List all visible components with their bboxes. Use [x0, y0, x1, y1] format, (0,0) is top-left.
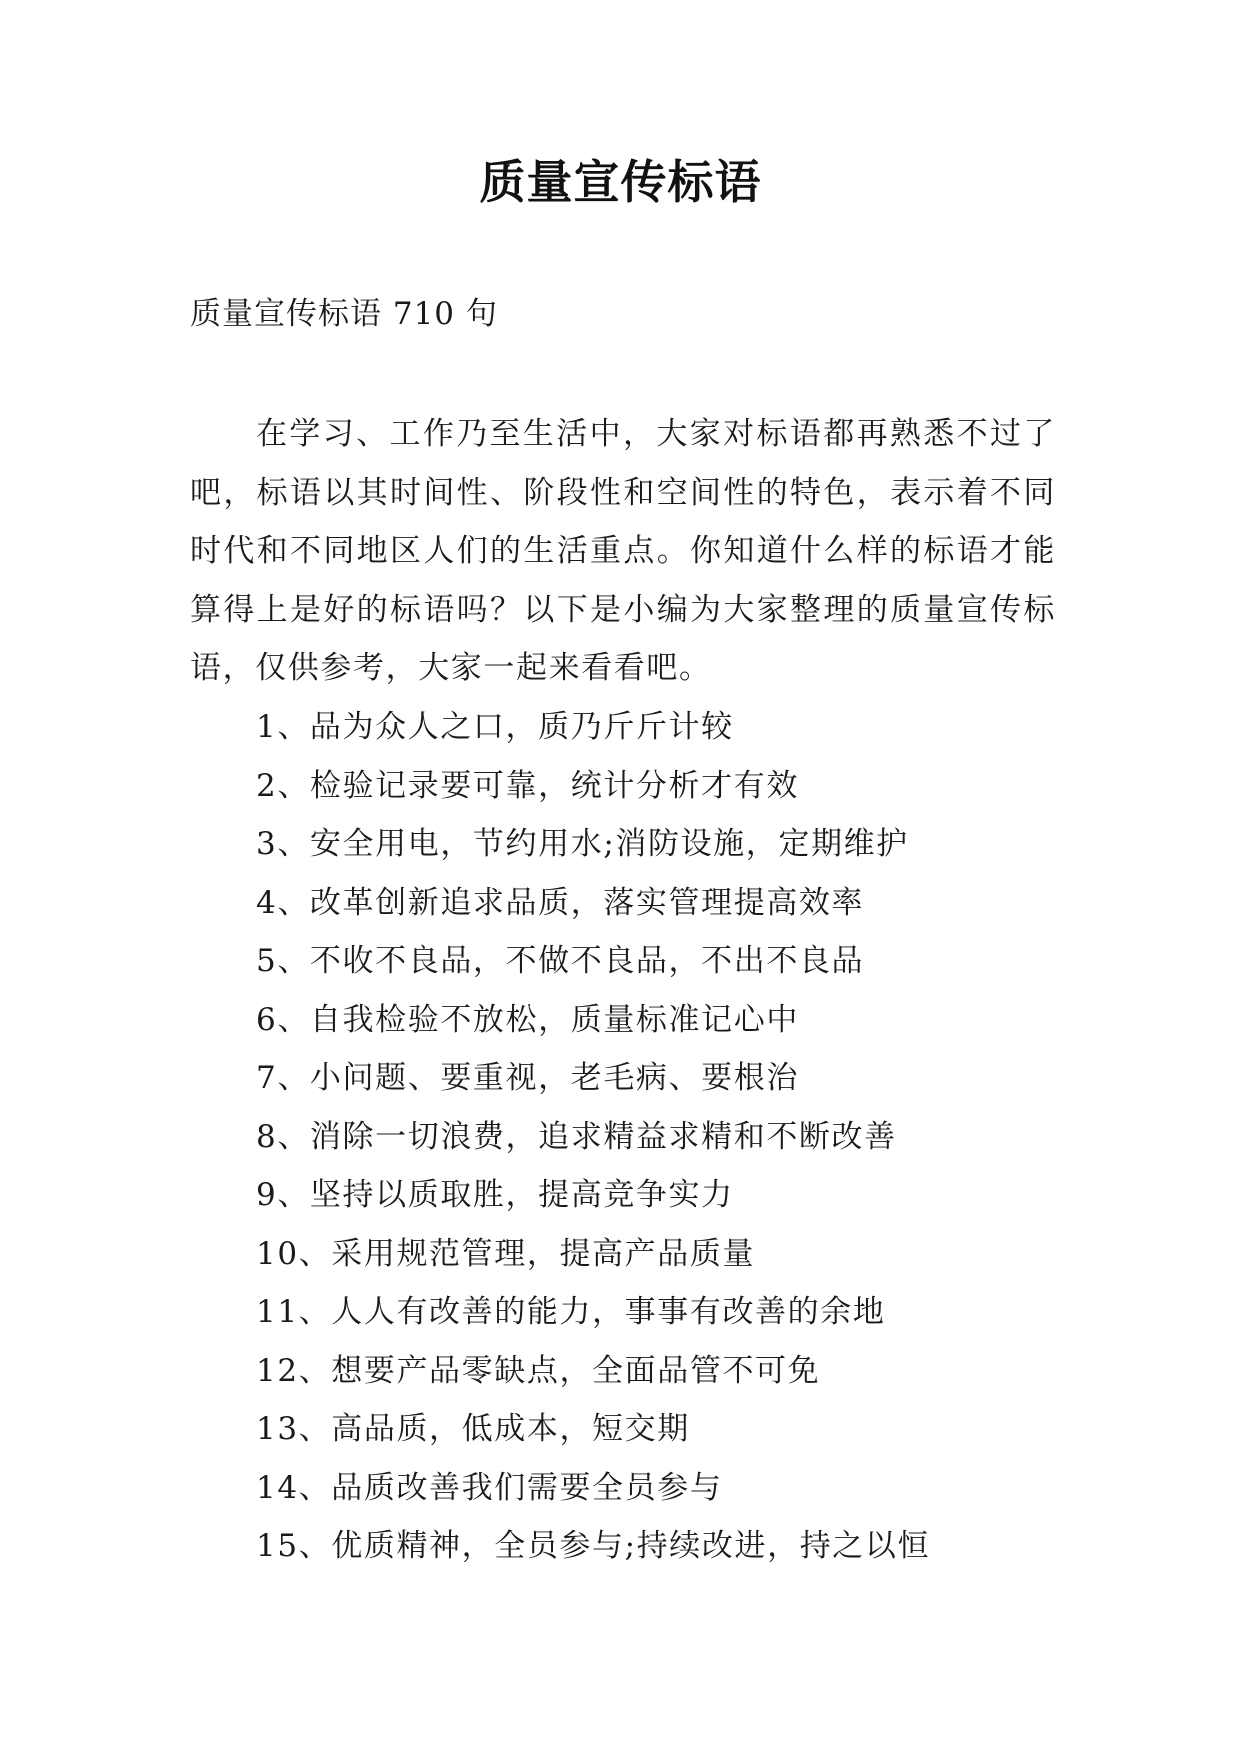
- list-item: 14、品质改善我们需要全员参与: [256, 1469, 723, 1506]
- slogan-list: [256, 698, 930, 1576]
- list-item: 13、高品质，低成本，短交期: [256, 1411, 690, 1447]
- list-item: 7、小问题、要重视，老毛病、要根治: [256, 1060, 799, 1096]
- list-item: 9、坚持以质取胜，提高竞争实力: [256, 1177, 734, 1213]
- list-item: 3、安全用电，节约用水;消防设施，定期维护: [256, 826, 909, 862]
- list-item: 10、采用规范管理，提高产品质量: [256, 1235, 756, 1272]
- document-title: 质量宣传标语: [479, 155, 762, 209]
- list-item: 1、品为众人之口，质乃斤斤计较: [256, 709, 734, 745]
- list-item: 2、检验记录要可靠，统计分析才有效: [256, 767, 799, 804]
- list-item: 6、自我检验不放松，质量标准记心中: [256, 1001, 799, 1038]
- list-item: 8、消除一切浪费，追求精益求精和不断改善: [256, 1118, 897, 1155]
- list-item: 15、优质精神，全员参与;持续改进，持之以恒: [256, 1528, 931, 1564]
- list-item: 12、想要产品零缺点，全面品管不可免: [256, 1352, 821, 1389]
- list-item: 11、人人有改善的能力，事事有改善的余地: [256, 1294, 886, 1330]
- list-item: 4、改革创新追求品质，落实管理提高效率: [256, 884, 865, 921]
- document-subtitle: 质量宣传标语 710 句: [190, 296, 498, 332]
- intro-paragraph: 在学习、工作乃至生活中，大家对标语都再熟悉不过了吧，标语以其时间性、阶段性和空间性的特色，表示着不同时代和不同地区人们的生活重点。你知道什么样的标语才能算得上是好的标语吗？以下是小编为大家整理的质量宣传标语，仅供参考，大家一起来看看吧。: [190, 416, 1056, 686]
- list-item: 5、不收不良品，不做不良品，不出不良品: [256, 943, 865, 979]
